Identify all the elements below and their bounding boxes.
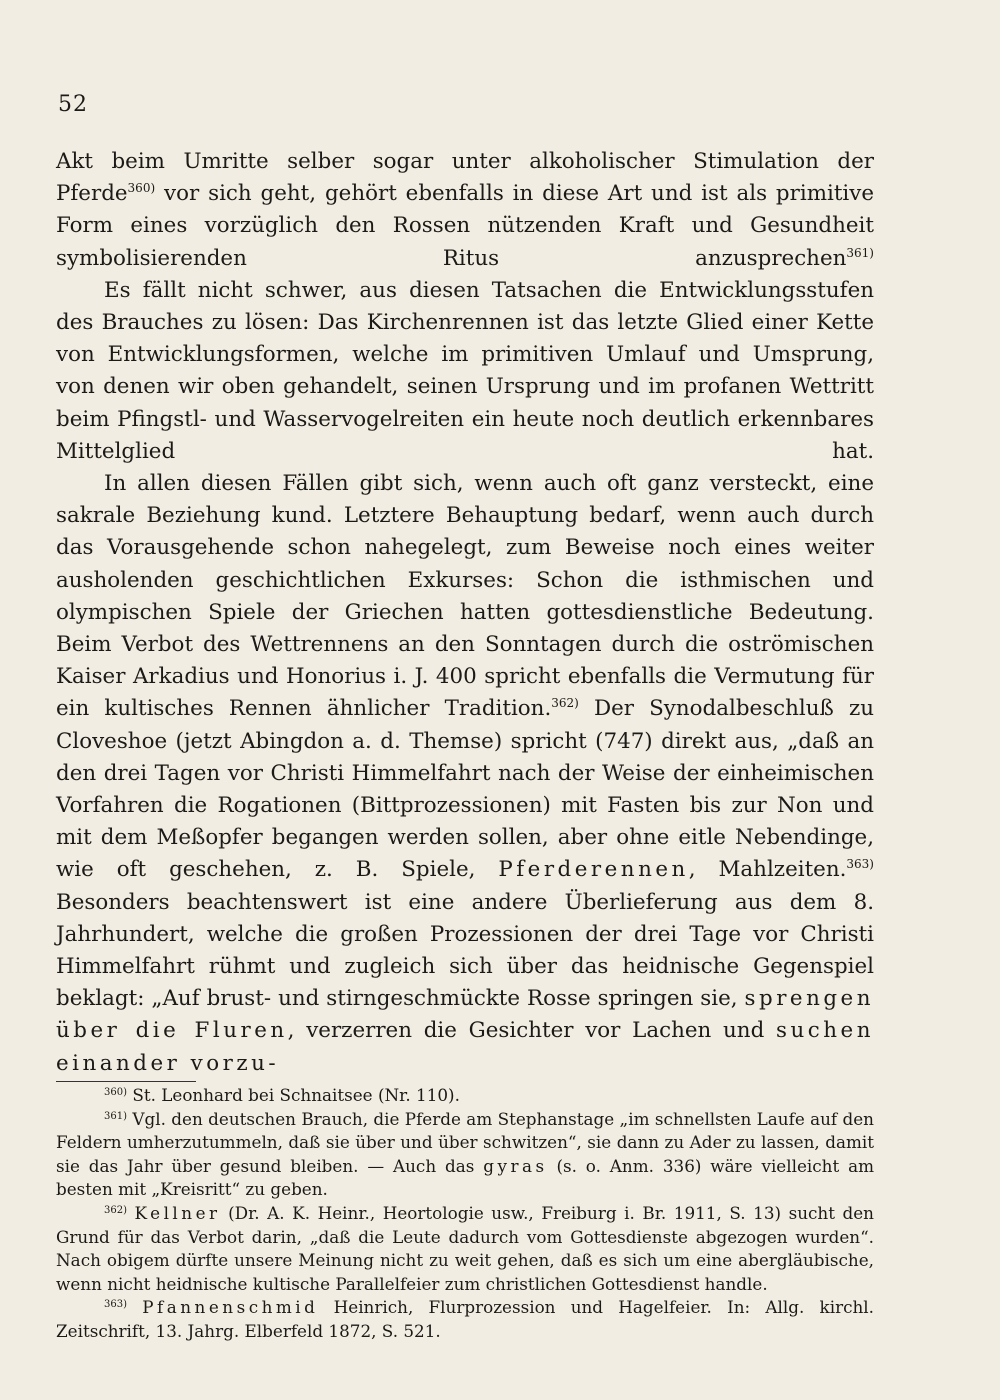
footnote-361: $^{361)}$ Vgl. den deutschen Brauch, die Pferde am Stephanstage „im schnellsten Laufe auf den Feldern umherzutummeln, daß sie über und über schwitzen“, sie dann zu Ader zu lassen, damit sie das Jahr über gesund bleiben. — Auch das gyras (s. o. Anm. 336) wäre vielleicht am besten mit „Kreisritt“ zu geben. xyxy=(56,1108,874,1200)
footnotes xyxy=(56,1084,874,1344)
paragraph-3: In allen diesen Fällen gibt sich, wenn auch oft ganz versteckt, eine sakrale Beziehung kund. Letztere Behauptung bedarf, wenn auch durch das Vorausgehende schon nahegelegt, zum Beweise noch eines weiter ausholenden geschichtlichen Exkurses: Schon die isthmischen und olympischen Spiele der Griechen hatten gottesdienstliche Bedeutung. Beim Verbot des Wettrennens an den Sonntagen durch die oströmischen Kaiser Arkadius und Honorius i. J. 400 spricht ebenfalls die Vermutung für ein kultisches Rennen ähnlicher Tradition.$^{362)}$ Der Synodalbeschluß zu Cloveshoe (jetzt Abingdon a. d. Themse) spricht (747) direkt aus, „daß an den drei Tagen vor Christi Himmelfahrt nach der Weise der einheimischen Vorfahren die Rogationen (Bittprozessionen) mit Fasten bis zur Non und mit dem Meßopfer begangen werden sollen, aber ohne eitle Nebendinge, wie oft geschehen, z. B. Spiele, Pferderennen, Mahlzeiten.$^{363)}$ Besonders beachtenswert ist eine andere Überlieferung aus dem 8. Jahrhundert, welche die großen Prozessionen der drei Tage vor Christi Himmelfahrt rühmt und zugleich sich über das heidnische Gegenspiel beklagt: „Auf brust- und stirngeschmückte Rosse springen sie, sprengen über die Fluren, verzerren die Gesichter vor Lachen und suchen einander vorzu- xyxy=(56,471,874,1076)
spaced-emphasis: Pfannenschmid xyxy=(142,1297,319,1318)
body-text xyxy=(56,146,874,1080)
spaced-emphasis: sprengen über die Fluren xyxy=(56,986,874,1044)
paragraph-2: Es fällt nicht schwer, aus diesen Tatsachen die Entwicklungsstufen des Brauches zu lösen: Das Kirchenrennen ist das letzte Glied einer Kette von Entwicklungsformen, welche im primitiven Umlauf und Umsprung, von denen wir oben gehandelt, seinen Ursprung und im profanen Wettritt beim Pfingstl- und Wasservogelreiten ein heute noch deutlich erkennbares Mittelglied hat. xyxy=(56,277,874,464)
footnote-number: 362) xyxy=(104,1204,127,1216)
spaced-emphasis: Kellner xyxy=(134,1202,221,1223)
paragraph-1: Akt beim Umritte selber sogar unter alkoholischer Stimulation der Pferde$^{360)}$ vor sich geht, gehört ebenfalls in diese Art und ist als primitive Form eines vorzüglich den Rossen nützenden Kraft und Gesundheit symbolisierenden Ritus anzusprechen$^{361)}$ xyxy=(56,149,874,271)
footnote-rule xyxy=(56,1081,196,1082)
footnote-363: $^{363)}$ Pfannenschmid Heinrich, Flurprozession und Hagelfeier. In: Allg. kirchl. Zeitschrift, 13. Jahrg. Elberfeld 1872, S. 521. xyxy=(56,1297,874,1341)
footnote-number: 361) xyxy=(104,1110,127,1122)
footnote-ref-363: 363) xyxy=(846,857,874,872)
spaced-emphasis: suchen einander vorzu- xyxy=(56,1018,874,1076)
spaced-emphasis: gyras xyxy=(483,1155,548,1176)
footnote-362: $^{362)}$ Kellner (Dr. A. K. Heinr., Heortologie usw., Freiburg i. Br. 1911, S. 13) sucht den Grund für das Verbot darin, „daß die Leute dadurch vom Gottesdienste abgezogen wurden“. Nach obigem dürfte unsere Meinung nicht zu weit gehen, daß es sich um eine abergläubische, wenn nicht heidnische kultische Parallelfeier zum christlichen Gottesdienst handle. xyxy=(56,1202,874,1294)
page-number: 52 xyxy=(58,92,88,117)
footnote-number: 360) xyxy=(104,1087,127,1098)
footnote-ref-362: 362) xyxy=(551,696,579,711)
spaced-emphasis: Pferderennen xyxy=(498,857,689,883)
footnote-ref-361: 361) xyxy=(846,245,874,260)
footnote-ref-360: 360) xyxy=(127,181,156,196)
footnote-360: $^{360)}$ St. Leonhard bei Schnaitsee (Nr. 110). xyxy=(104,1085,460,1105)
footnote-number: 363) xyxy=(104,1299,127,1311)
